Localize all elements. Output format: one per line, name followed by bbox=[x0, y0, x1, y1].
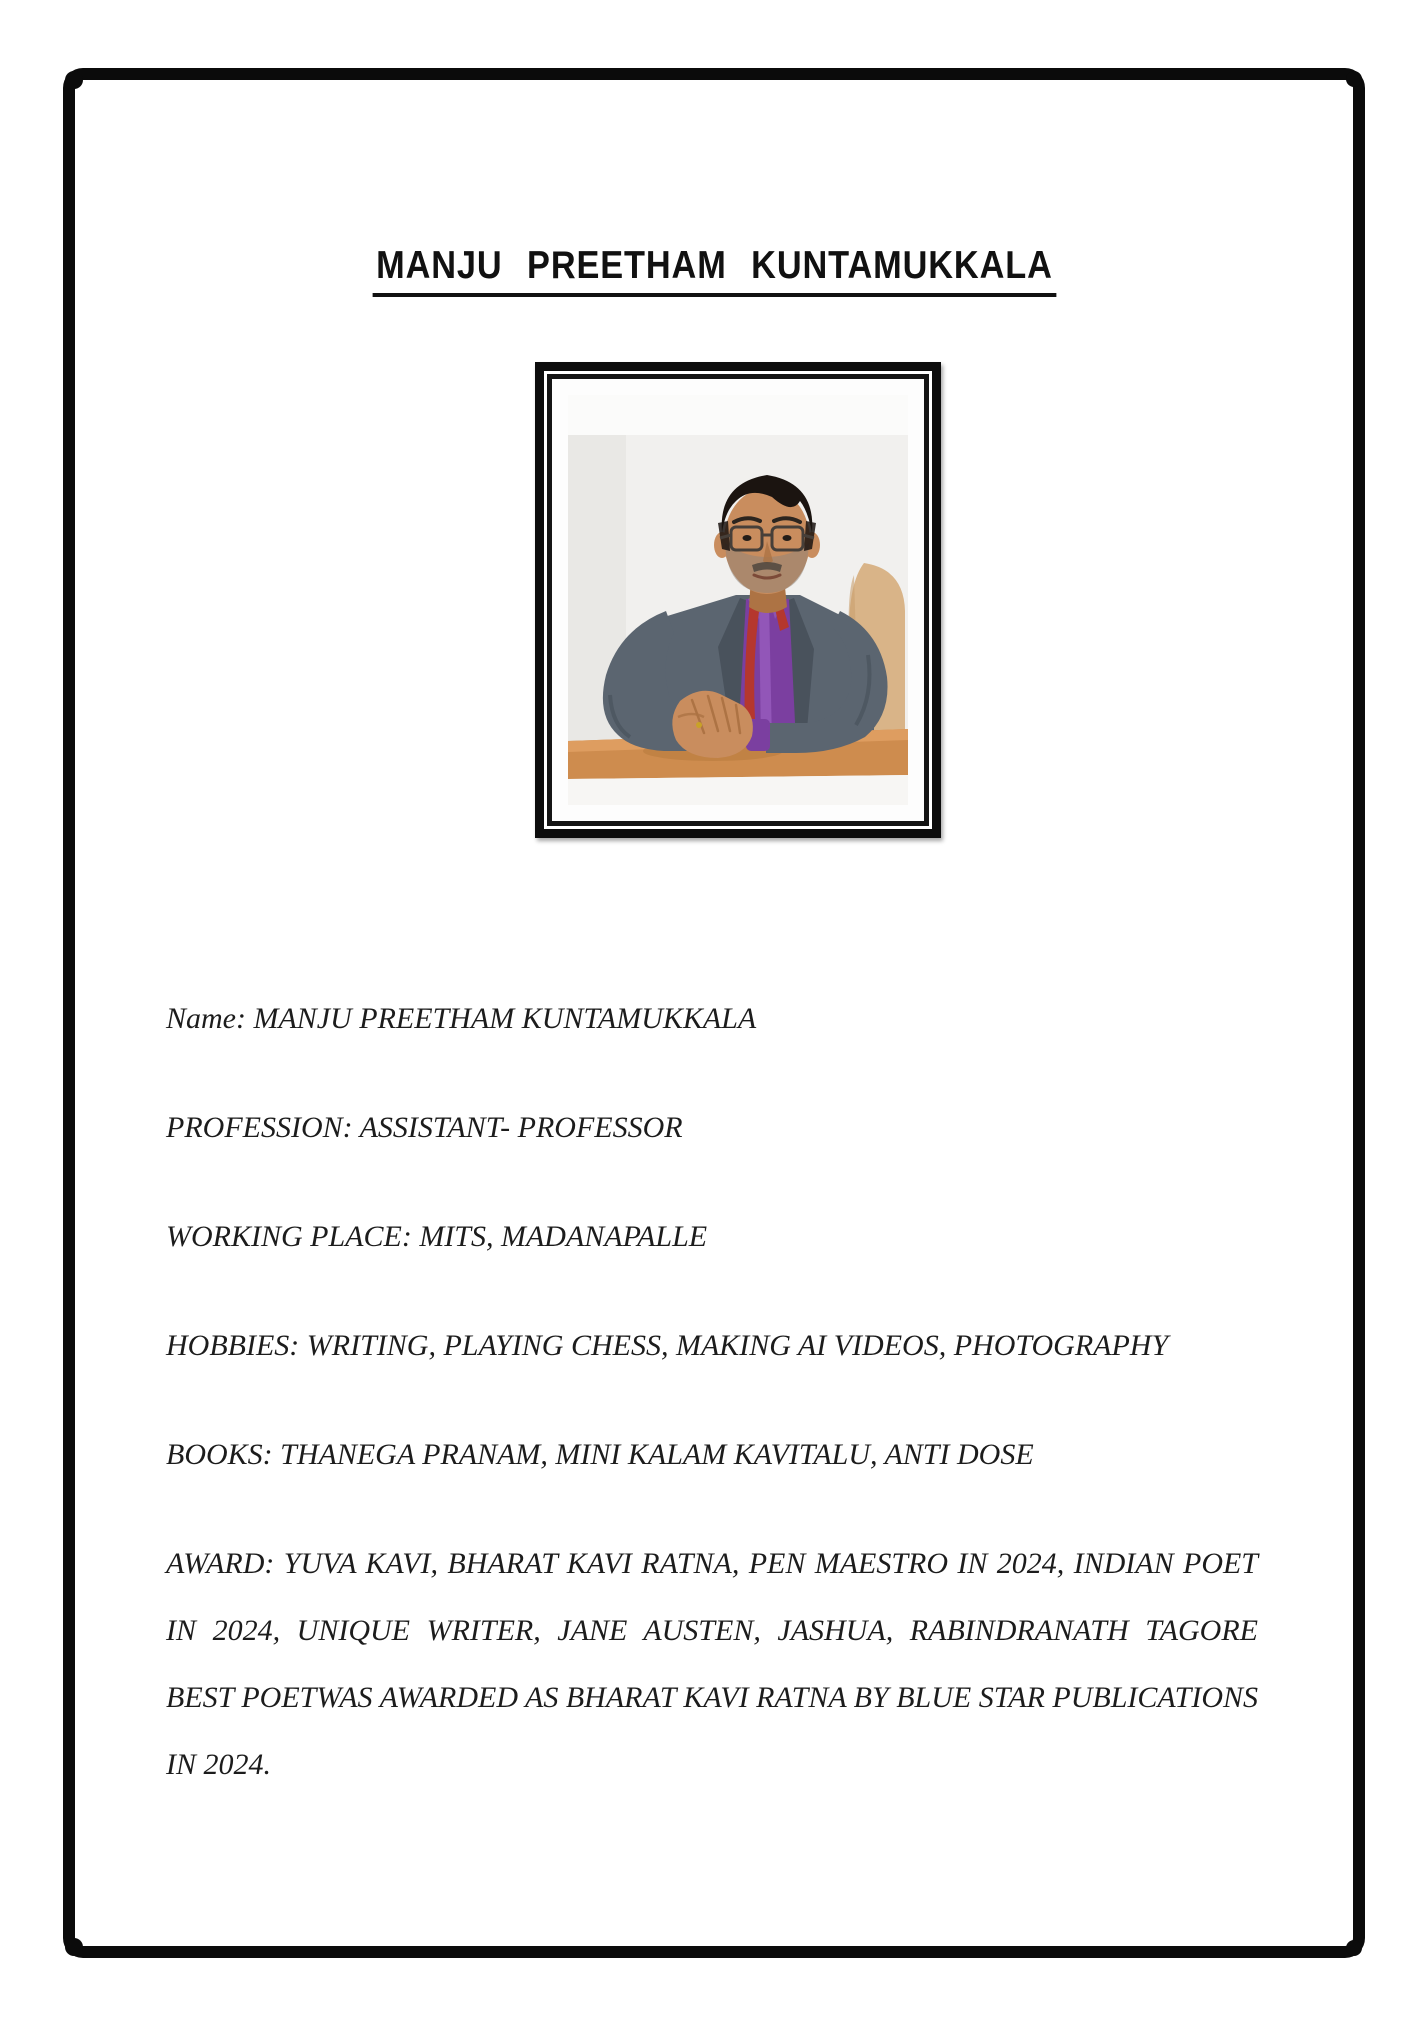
detail-profession: PROFESSION: ASSISTANT- PROFESSOR bbox=[166, 1111, 683, 1144]
frame-white-matte bbox=[552, 379, 924, 821]
portrait-photo-frame bbox=[535, 362, 941, 838]
title-row bbox=[0, 244, 1428, 297]
detail-hobbies: HOBBIES: WRITING, PLAYING CHESS, MAKING AI VIDEOS, PHOTOGRAPHY bbox=[166, 1329, 1169, 1362]
frame-white-fillet bbox=[544, 371, 932, 829]
detail-working-place: WORKING PLACE: MITS, MADANAPALLE bbox=[166, 1220, 708, 1253]
detail-name: Name: MANJU PREETHAM KUNTAMUKKALA bbox=[166, 1002, 757, 1035]
detail-books: BOOKS: THANEGA PRANAM, MINI KALAM KAVITALU, ANTI DOSE bbox=[166, 1438, 1034, 1471]
page-title: MANJU PREETHAM KUNTAMUKKALA bbox=[372, 244, 1056, 297]
portrait-photo bbox=[568, 395, 908, 805]
frame-inner-black bbox=[547, 374, 929, 826]
detail-award-paragraph: AWARD: YUVA KAVI, BHARAT KAVI RATNA, PEN MAESTRO IN 2024, INDIAN POET IN 2024, UNIQUE WRITER, JANE AUSTEN, JASHUA, RABINDRANATH TAGORE BEST POETWAS AWARDED AS BHARAT KAVI RATNA BY BLUE STAR PUBLICATIONS IN 2024. bbox=[166, 1547, 1258, 1781]
